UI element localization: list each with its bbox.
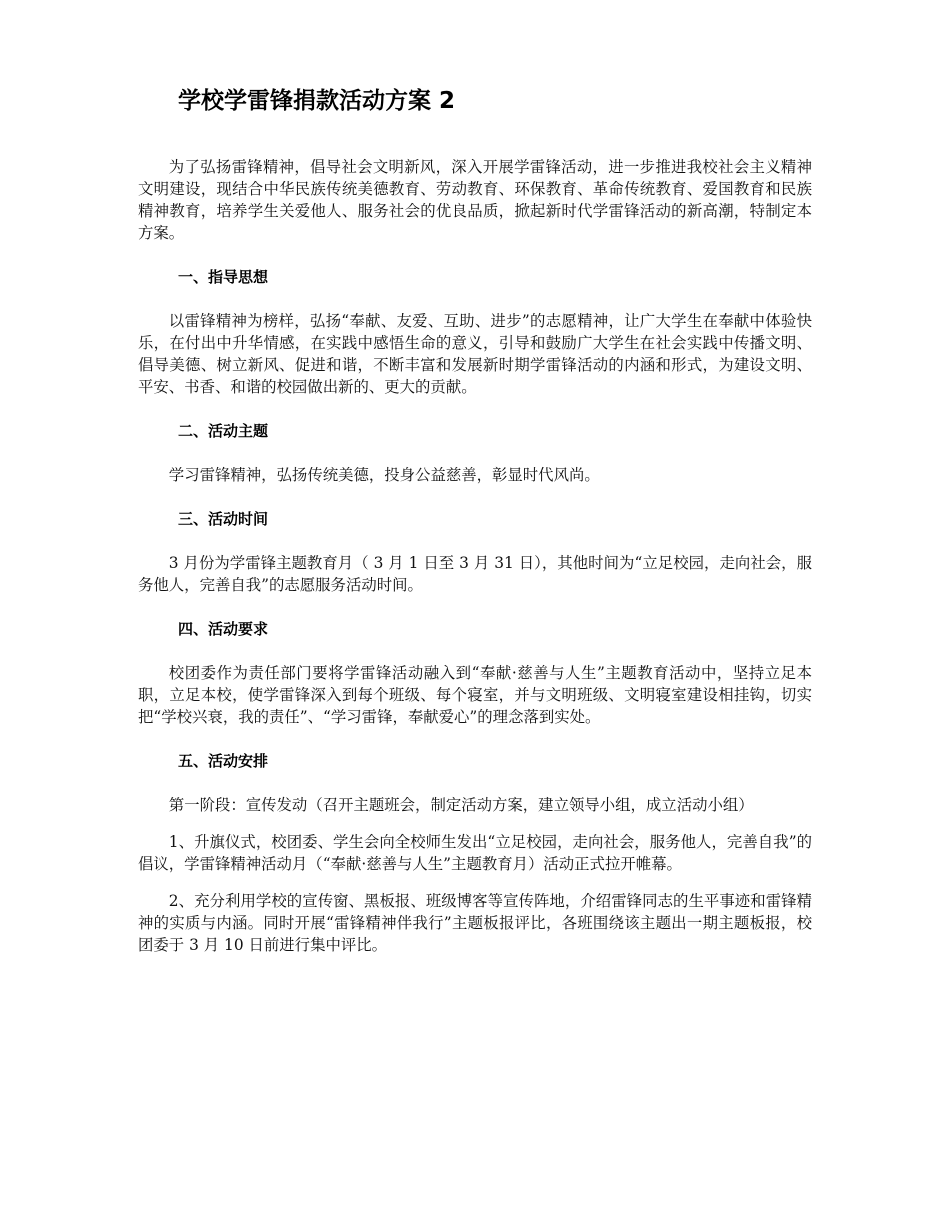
section-heading-guiding-ideology: 一、指导思想 [178,268,269,286]
section-paragraph: 1、升旗仪式，校团委、学生会向全校师生发出“立足校园，走向社会，服务他人，完善自我”的倡议，学雷锋精神活动月（“奉献·慈善与人生”主题教育月）活动正式拉开帷幕。 [138,833,812,873]
section-paragraph: 3 月份为学雷锋主题教育月（ 3 月 1 日至 3 月 31 日），其他时间为“立足校园，走向社会，服务他人，完善自我”的志愿服务活动时间。 [138,554,812,594]
section-heading-activity-theme: 二、活动主题 [178,422,269,440]
section-paragraph: 校团委作为责任部门要将学雷锋活动融入到“奉献·慈善与人生”主题教育活动中，坚持立足本职，立足本校，使学雷锋深入到每个班级、每个寝室，并与文明班级、文明寝室建设相挂钩，切实把“学校兴衰，我的责任”、“学习雷锋，奉献爱心”的理念落到实处。 [138,664,812,726]
document-title: 学校学雷锋捐款活动方案 2 [178,88,456,114]
document-body [138,86,812,956]
section-heading-activity-time: 三、活动时间 [178,510,269,528]
section-paragraph: 以雷锋精神为榜样，弘扬“奉献、友爱、互助、进步”的志愿精神，让广大学生在奉献中体验快乐，在付出中升华情感，在实践中感悟生命的意义，引导和鼓励广大学生在社会实践中传播文明、倡导美德、树立新风、促进和谐，不断丰富和发展新时期学雷锋活动的内涵和形式，为建设文明、平安、书香、和谐的校园做出新的、更大的贡献。 [138,312,812,396]
section-paragraph: 学习雷锋精神，弘扬传统美德，投身公益慈善，彰显时代风尚。 [168,466,600,484]
section-heading-activity-arrangement: 五、活动安排 [178,752,269,770]
section-paragraph: 2、充分利用学校的宣传窗、黑板报、班级博客等宣传阵地，介绍雷锋同志的生平事迹和雷锋精神的实质与内涵。同时开展“雷锋精神伴我行”主题板报评比，各班围绕该主题出一期主题板报，校团委于 3 月 10 日前进行集中评比。 [138,892,812,954]
section-heading-activity-requirements: 四、活动要求 [178,620,269,638]
section-paragraph: 第一阶段：宣传发动（召开主题班会，制定活动方案，建立领导小组，成立活动小组） [168,796,754,814]
intro-paragraph: 为了弘扬雷锋精神，倡导社会文明新风，深入开展学雷锋活动，进一步推进我校社会主义精神文明建设，现结合中华民族传统美德教育、劳动教育、环保教育、革命传统教育、爱国教育和民族精神教育，培养学生关爱他人、服务社会的优良品质，掀起新时代学雷锋活动的新高潮，特制定本方案。 [138,158,812,242]
